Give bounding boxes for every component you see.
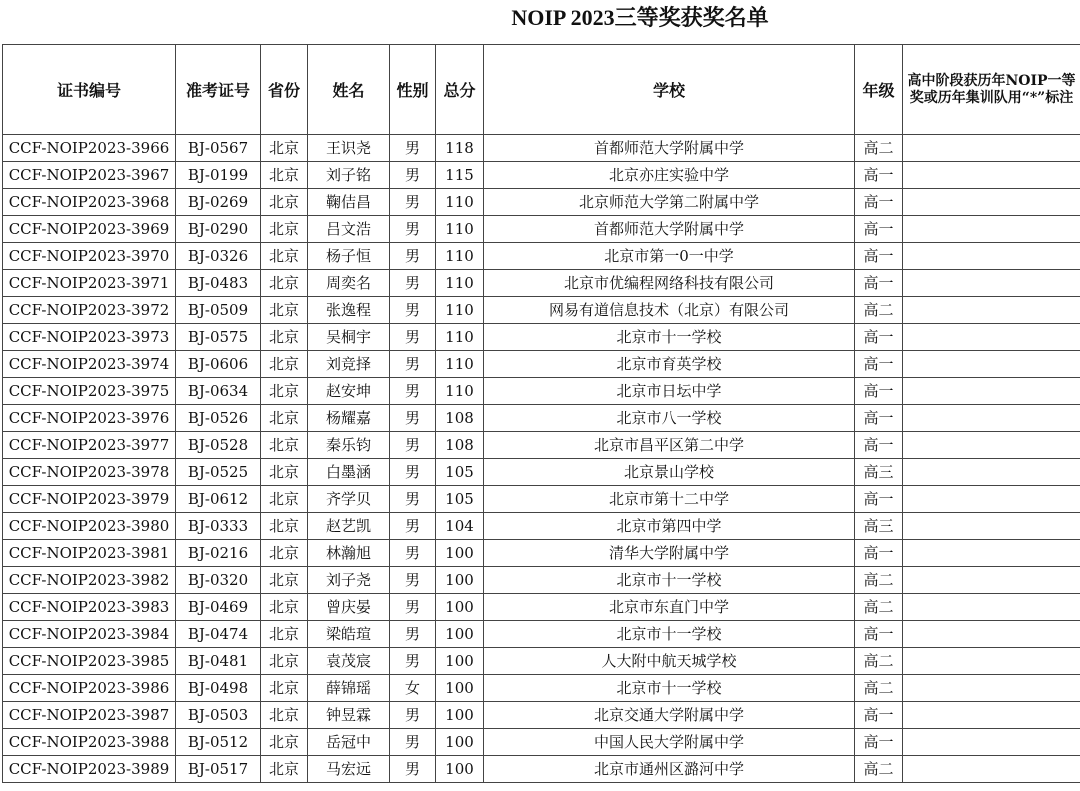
cell-school: 首都师范大学附属中学 [484, 216, 855, 243]
cell-gender: 男 [390, 486, 436, 513]
cell-exam: BJ-0199 [176, 162, 261, 189]
cell-exam: BJ-0528 [176, 432, 261, 459]
cell-name: 赵艺凯 [308, 513, 390, 540]
cell-exam: BJ-0512 [176, 729, 261, 756]
cell-name: 齐学贝 [308, 486, 390, 513]
cell-gender: 男 [390, 243, 436, 270]
cell-province: 北京 [261, 729, 308, 756]
column-header-name: 姓名 [308, 45, 390, 135]
cell-score: 108 [436, 405, 484, 432]
cell-name: 张逸程 [308, 297, 390, 324]
cell-score: 100 [436, 594, 484, 621]
cell-exam: BJ-0498 [176, 675, 261, 702]
cell-note [903, 243, 1080, 270]
cell-cert: CCF-NOIP2023-3986 [3, 675, 176, 702]
cell-cert: CCF-NOIP2023-3988 [3, 729, 176, 756]
cell-cert: CCF-NOIP2023-3978 [3, 459, 176, 486]
cell-gender: 男 [390, 756, 436, 783]
cell-school: 北京市昌平区第二中学 [484, 432, 855, 459]
cell-exam: BJ-0517 [176, 756, 261, 783]
cell-grade: 高二 [855, 594, 903, 621]
cell-cert: CCF-NOIP2023-3981 [3, 540, 176, 567]
cell-cert: CCF-NOIP2023-3989 [3, 756, 176, 783]
cell-school: 北京市十一学校 [484, 675, 855, 702]
cell-score: 100 [436, 702, 484, 729]
cell-exam: BJ-0269 [176, 189, 261, 216]
cell-gender: 男 [390, 729, 436, 756]
cell-school: 首都师范大学附属中学 [484, 135, 855, 162]
cell-score: 110 [436, 351, 484, 378]
table-row [3, 540, 1080, 567]
cell-note [903, 702, 1080, 729]
cell-exam: BJ-0481 [176, 648, 261, 675]
cell-province: 北京 [261, 189, 308, 216]
table-row [3, 594, 1080, 621]
cell-score: 100 [436, 756, 484, 783]
cell-exam: BJ-0469 [176, 594, 261, 621]
cell-cert: CCF-NOIP2023-3977 [3, 432, 176, 459]
cell-note [903, 756, 1080, 783]
column-header-score: 总分 [436, 45, 484, 135]
cell-school: 北京交通大学附属中学 [484, 702, 855, 729]
cell-score: 110 [436, 189, 484, 216]
cell-cert: CCF-NOIP2023-3983 [3, 594, 176, 621]
cell-name: 刘子铭 [308, 162, 390, 189]
column-header-grade: 年级 [855, 45, 903, 135]
cell-note [903, 540, 1080, 567]
table-row [3, 567, 1080, 594]
cell-note [903, 189, 1080, 216]
cell-gender: 男 [390, 540, 436, 567]
cell-score: 115 [436, 162, 484, 189]
cell-school: 北京市东直门中学 [484, 594, 855, 621]
cell-note [903, 675, 1080, 702]
cell-exam: BJ-0216 [176, 540, 261, 567]
cell-name: 岳冠中 [308, 729, 390, 756]
cell-cert: CCF-NOIP2023-3968 [3, 189, 176, 216]
cell-score: 105 [436, 459, 484, 486]
table-row [3, 432, 1080, 459]
cell-province: 北京 [261, 675, 308, 702]
cell-province: 北京 [261, 432, 308, 459]
cell-gender: 男 [390, 270, 436, 297]
cell-province: 北京 [261, 594, 308, 621]
cell-grade: 高一 [855, 351, 903, 378]
table-row [3, 324, 1080, 351]
cell-province: 北京 [261, 405, 308, 432]
cell-grade: 高二 [855, 648, 903, 675]
table-row [3, 702, 1080, 729]
cell-name: 赵安坤 [308, 378, 390, 405]
column-header-note: 高中阶段获历年NOIP一等奖或历年集训队用“*”标注 [903, 45, 1080, 135]
cell-grade: 高一 [855, 621, 903, 648]
cell-school: 北京市十一学校 [484, 567, 855, 594]
cell-cert: CCF-NOIP2023-3966 [3, 135, 176, 162]
cell-exam: BJ-0503 [176, 702, 261, 729]
cell-province: 北京 [261, 378, 308, 405]
cell-grade: 高一 [855, 432, 903, 459]
cell-province: 北京 [261, 513, 308, 540]
cell-name: 薛锦瑶 [308, 675, 390, 702]
cell-school: 中国人民大学附属中学 [484, 729, 855, 756]
cell-province: 北京 [261, 621, 308, 648]
cell-note [903, 621, 1080, 648]
cell-school: 北京市第十二中学 [484, 486, 855, 513]
cell-cert: CCF-NOIP2023-3980 [3, 513, 176, 540]
cell-note [903, 324, 1080, 351]
cell-note [903, 567, 1080, 594]
table-row [3, 162, 1080, 189]
cell-score: 110 [436, 324, 484, 351]
cell-province: 北京 [261, 756, 308, 783]
cell-exam: BJ-0525 [176, 459, 261, 486]
cell-score: 110 [436, 378, 484, 405]
column-header-cert: 证书编号 [3, 45, 176, 135]
cell-cert: CCF-NOIP2023-3984 [3, 621, 176, 648]
cell-school: 北京市优编程网络科技有限公司 [484, 270, 855, 297]
cell-name: 钟昱霖 [308, 702, 390, 729]
cell-name: 周奕名 [308, 270, 390, 297]
cell-name: 林瀚旭 [308, 540, 390, 567]
cell-school: 北京市育英学校 [484, 351, 855, 378]
cell-exam: BJ-0333 [176, 513, 261, 540]
table-row [3, 135, 1080, 162]
cell-exam: BJ-0483 [176, 270, 261, 297]
table-row [3, 756, 1080, 783]
table-row [3, 216, 1080, 243]
cell-name: 王识尧 [308, 135, 390, 162]
cell-school: 北京师范大学第二附属中学 [484, 189, 855, 216]
cell-gender: 男 [390, 378, 436, 405]
cell-school: 北京市第一0一中学 [484, 243, 855, 270]
table-row [3, 459, 1080, 486]
cell-province: 北京 [261, 243, 308, 270]
cell-note [903, 162, 1080, 189]
award-table [2, 44, 1080, 783]
cell-province: 北京 [261, 486, 308, 513]
cell-name: 刘子尧 [308, 567, 390, 594]
cell-province: 北京 [261, 162, 308, 189]
cell-exam: BJ-0634 [176, 378, 261, 405]
cell-grade: 高三 [855, 513, 903, 540]
cell-school: 北京市第四中学 [484, 513, 855, 540]
cell-name: 吕文浩 [308, 216, 390, 243]
cell-province: 北京 [261, 648, 308, 675]
cell-province: 北京 [261, 351, 308, 378]
cell-exam: BJ-0526 [176, 405, 261, 432]
cell-name: 吴桐宇 [308, 324, 390, 351]
cell-score: 100 [436, 729, 484, 756]
cell-score: 110 [436, 270, 484, 297]
cell-gender: 男 [390, 432, 436, 459]
cell-school: 北京亦庄实验中学 [484, 162, 855, 189]
cell-score: 105 [436, 486, 484, 513]
cell-cert: CCF-NOIP2023-3975 [3, 378, 176, 405]
cell-name: 刘竞择 [308, 351, 390, 378]
cell-school: 北京市十一学校 [484, 621, 855, 648]
cell-name: 鞠佶昌 [308, 189, 390, 216]
table-row [3, 405, 1080, 432]
cell-grade: 高一 [855, 729, 903, 756]
cell-exam: BJ-0326 [176, 243, 261, 270]
cell-cert: CCF-NOIP2023-3970 [3, 243, 176, 270]
cell-school: 北京市八一学校 [484, 405, 855, 432]
cell-grade: 高一 [855, 324, 903, 351]
cell-exam: BJ-0567 [176, 135, 261, 162]
cell-score: 100 [436, 648, 484, 675]
table-row [3, 648, 1080, 675]
cell-score: 110 [436, 216, 484, 243]
cell-grade: 高一 [855, 270, 903, 297]
cell-note [903, 513, 1080, 540]
cell-name: 杨子恒 [308, 243, 390, 270]
cell-name: 马宏远 [308, 756, 390, 783]
cell-province: 北京 [261, 135, 308, 162]
cell-gender: 男 [390, 189, 436, 216]
cell-gender: 男 [390, 162, 436, 189]
cell-name: 曾庆晏 [308, 594, 390, 621]
table-row [3, 297, 1080, 324]
cell-exam: BJ-0509 [176, 297, 261, 324]
column-header-gender: 性别 [390, 45, 436, 135]
cell-school: 北京市通州区潞河中学 [484, 756, 855, 783]
cell-gender: 男 [390, 648, 436, 675]
cell-name: 白墨涵 [308, 459, 390, 486]
cell-note [903, 459, 1080, 486]
table-row [3, 675, 1080, 702]
cell-note [903, 270, 1080, 297]
table-row [3, 621, 1080, 648]
cell-cert: CCF-NOIP2023-3985 [3, 648, 176, 675]
cell-grade: 高一 [855, 702, 903, 729]
cell-province: 北京 [261, 459, 308, 486]
cell-note [903, 648, 1080, 675]
cell-note [903, 405, 1080, 432]
cell-cert: CCF-NOIP2023-3971 [3, 270, 176, 297]
document-title: NOIP 2023三等奖获奖名单 [511, 5, 769, 30]
cell-grade: 高二 [855, 297, 903, 324]
cell-name: 袁茂宸 [308, 648, 390, 675]
cell-province: 北京 [261, 567, 308, 594]
cell-gender: 男 [390, 216, 436, 243]
cell-grade: 高一 [855, 486, 903, 513]
cell-school: 清华大学附属中学 [484, 540, 855, 567]
cell-exam: BJ-0606 [176, 351, 261, 378]
cell-score: 104 [436, 513, 484, 540]
column-header-province: 省份 [261, 45, 308, 135]
table-header-row [3, 45, 1080, 135]
cell-cert: CCF-NOIP2023-3987 [3, 702, 176, 729]
table-row [3, 486, 1080, 513]
cell-grade: 高一 [855, 378, 903, 405]
cell-gender: 男 [390, 351, 436, 378]
cell-province: 北京 [261, 324, 308, 351]
cell-cert: CCF-NOIP2023-3972 [3, 297, 176, 324]
cell-cert: CCF-NOIP2023-3967 [3, 162, 176, 189]
cell-school: 北京景山学校 [484, 459, 855, 486]
column-header-exam: 准考证号 [176, 45, 261, 135]
cell-cert: CCF-NOIP2023-3973 [3, 324, 176, 351]
cell-exam: BJ-0320 [176, 567, 261, 594]
table-row [3, 378, 1080, 405]
cell-cert: CCF-NOIP2023-3974 [3, 351, 176, 378]
cell-grade: 高一 [855, 540, 903, 567]
cell-score: 108 [436, 432, 484, 459]
cell-grade: 高一 [855, 216, 903, 243]
cell-school: 网易有道信息技术（北京）有限公司 [484, 297, 855, 324]
cell-gender: 男 [390, 594, 436, 621]
cell-note [903, 594, 1080, 621]
cell-cert: CCF-NOIP2023-3979 [3, 486, 176, 513]
cell-note [903, 378, 1080, 405]
cell-score: 110 [436, 243, 484, 270]
cell-cert: CCF-NOIP2023-3976 [3, 405, 176, 432]
cell-school: 人大附中航天城学校 [484, 648, 855, 675]
cell-province: 北京 [261, 702, 308, 729]
cell-gender: 男 [390, 702, 436, 729]
table-row [3, 270, 1080, 297]
cell-gender: 男 [390, 297, 436, 324]
cell-gender: 男 [390, 513, 436, 540]
cell-score: 100 [436, 621, 484, 648]
cell-province: 北京 [261, 540, 308, 567]
cell-score: 110 [436, 297, 484, 324]
cell-note [903, 729, 1080, 756]
cell-province: 北京 [261, 270, 308, 297]
table-row [3, 243, 1080, 270]
cell-gender: 男 [390, 459, 436, 486]
table-row [3, 351, 1080, 378]
cell-province: 北京 [261, 297, 308, 324]
cell-score: 100 [436, 567, 484, 594]
cell-school: 北京市十一学校 [484, 324, 855, 351]
cell-grade: 高二 [855, 567, 903, 594]
cell-exam: BJ-0575 [176, 324, 261, 351]
column-header-school: 学校 [484, 45, 855, 135]
cell-name: 梁皓瑄 [308, 621, 390, 648]
cell-score: 100 [436, 675, 484, 702]
cell-note [903, 135, 1080, 162]
cell-exam: BJ-0612 [176, 486, 261, 513]
cell-note [903, 432, 1080, 459]
cell-gender: 男 [390, 621, 436, 648]
table-row [3, 513, 1080, 540]
cell-grade: 高一 [855, 162, 903, 189]
cell-grade: 高二 [855, 756, 903, 783]
cell-province: 北京 [261, 216, 308, 243]
cell-gender: 男 [390, 567, 436, 594]
table-row [3, 729, 1080, 756]
cell-note [903, 297, 1080, 324]
cell-note [903, 216, 1080, 243]
cell-school: 北京市日坛中学 [484, 378, 855, 405]
cell-grade: 高一 [855, 189, 903, 216]
cell-note [903, 351, 1080, 378]
cell-exam: BJ-0474 [176, 621, 261, 648]
cell-name: 秦乐钧 [308, 432, 390, 459]
cell-cert: CCF-NOIP2023-3982 [3, 567, 176, 594]
cell-grade: 高三 [855, 459, 903, 486]
cell-grade: 高一 [855, 243, 903, 270]
cell-gender: 女 [390, 675, 436, 702]
cell-grade: 高二 [855, 135, 903, 162]
cell-exam: BJ-0290 [176, 216, 261, 243]
cell-score: 100 [436, 540, 484, 567]
cell-gender: 男 [390, 324, 436, 351]
cell-grade: 高二 [855, 675, 903, 702]
cell-note [903, 486, 1080, 513]
cell-grade: 高一 [855, 405, 903, 432]
table-row [3, 189, 1080, 216]
cell-name: 杨耀嘉 [308, 405, 390, 432]
cell-gender: 男 [390, 135, 436, 162]
cell-score: 118 [436, 135, 484, 162]
cell-cert: CCF-NOIP2023-3969 [3, 216, 176, 243]
cell-gender: 男 [390, 405, 436, 432]
